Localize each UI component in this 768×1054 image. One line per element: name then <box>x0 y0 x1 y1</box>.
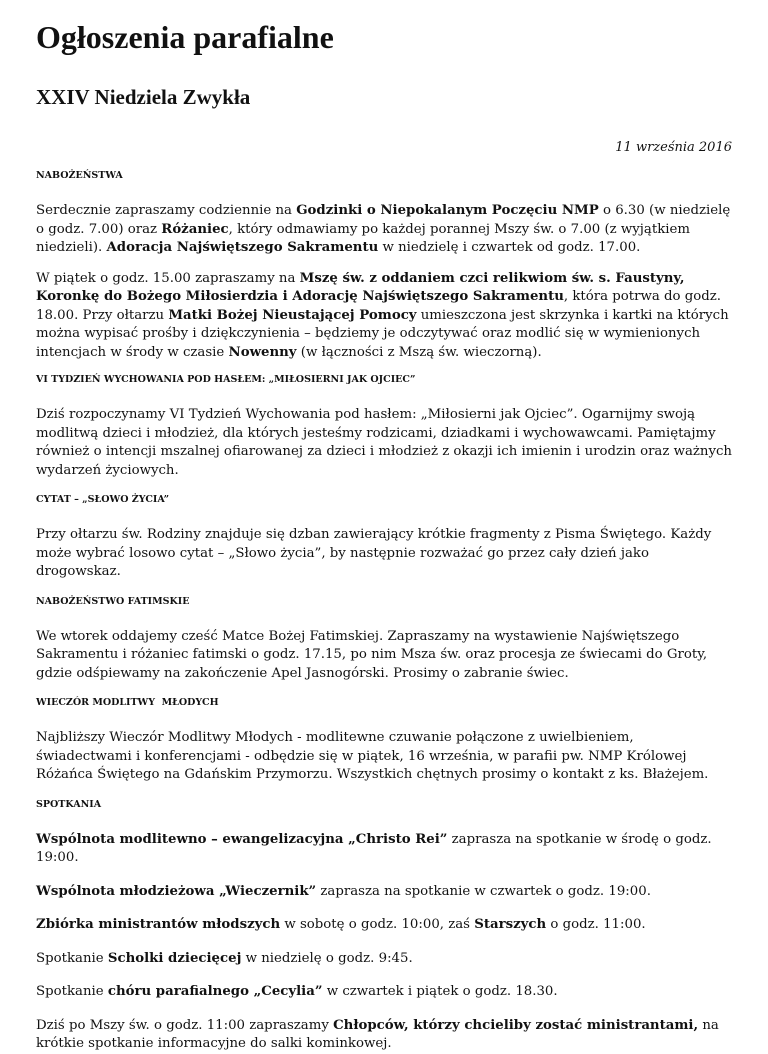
text-run: Serdecznie zapraszamy codziennie na <box>36 203 297 218</box>
paragraph-fatimskie: We wtorek oddajemy cześć Matce Bożej Fatimskiej. Zapraszamy na wystawienie Najświętszego Sakramentu i różaniec fatimski o godz. 17.15, po nim Msza św. oraz procesja ze świecami do Groty, gdzie odśpiewamy na zakończenie Apel Jasnogórski. Prosimy o zabranie świec. <box>36 628 708 681</box>
paragraph-wieczor: Najbliższy Wieczór Modlitwy Młodych - modlitewne czuwanie połączone z uwielbieniem, świadectwami i konferencjami - odbędzie się w piątek, 16 września, w parafii pw. NMP Królowej Różańca Świętego na Gdańskim Przymorzu. Wszystkich chętnych prosimy o kontakt z ks. Błażejem. <box>36 730 709 782</box>
text-run: o 6.30 (w niedzielę o godz. 7.00) oraz <box>36 203 731 237</box>
bold-run: Starszych <box>474 917 547 932</box>
text-run: Dziś po Mszy św. o godz. 11:00 zapraszamy <box>36 1017 334 1033</box>
section-heading-wieczor: WIECZÓR MODLITWY MŁODYCH <box>36 697 219 708</box>
meeting-item <box>36 950 732 969</box>
text-run: (w łączności z Mszą św. wieczorną). <box>296 344 542 360</box>
text-run: w niedzielę i czwartek od godz. 17.00. <box>378 240 641 255</box>
meeting-item <box>36 916 732 935</box>
paragraph-nabozenstwa-2 <box>36 270 732 363</box>
bold-run: Wspólnota młodzieżowa „Wieczernik” <box>36 883 317 899</box>
text-run: o godz. 11:00. <box>546 917 646 932</box>
paragraph-nabozenstwa-1 <box>36 202 732 258</box>
text-run: Spotkanie <box>36 984 108 999</box>
paragraph-cytat: Przy ołtarzu św. Rodziny znajduje się dzban zawierający krótkie fragmenty z Pisma Świętego. Każdy może wybrać losowo cytat – „Słowo życia”, by następnie rozważać go przez cały dzień jako drogowskaz. <box>36 527 712 579</box>
text-run: W piątek o godz. 15.00 zapraszamy na <box>36 270 300 286</box>
bold-run: Matki Bożej Nieustającej Pomocy <box>168 307 417 323</box>
text-run: Spotkanie <box>36 950 108 966</box>
meeting-item <box>36 831 732 868</box>
meeting-item <box>36 883 732 902</box>
text-run: na krótkie spotkanie informacyjne do salki kominkowej. <box>36 1017 719 1051</box>
text-run: , który odmawiamy po każdej porannej Mszy św. o 7.00 (z wyjątkiem niedzieli). <box>36 221 690 255</box>
section-heading-fatimskie: NABOŻEŃSTWO FATIMSKIE <box>36 595 190 607</box>
page-subtitle: XXIV Niedziela Zwykła <box>36 85 251 109</box>
bold-run: chóru parafialnego „Cecylia” <box>107 984 323 999</box>
section-heading-tydzien: VI TYDZIEŃ WYCHOWANIA POD HASŁEM: „MIŁOSIERNI JAK OJCIEC” <box>36 374 416 385</box>
meeting-item <box>36 1017 732 1054</box>
text-run: umieszczona jest skrzynka i kartki na których można wypisać prośby i dziękczynienia – będziemy je odczytywać oraz modlić się w wymienionych intencjach w środy w czasie <box>36 307 729 360</box>
bold-run: Różaniec <box>161 221 229 237</box>
text-run: w niedzielę o godz. 9:45. <box>241 950 413 966</box>
bold-run: Mszę św. z oddaniem czci relikwiom św. s. Faustyny, Koronkę do Bożego Miłosierdzia i Adorację Najświętszego Sakramentu <box>36 270 685 304</box>
section-heading-cytat: CYTAT – „SŁOWO ŻYCIA” <box>36 494 170 505</box>
meeting-item <box>36 983 732 1002</box>
section-heading-spotkania: SPOTKANIA <box>36 798 102 810</box>
bold-run: Zbiórka ministrantów młodszych <box>36 917 281 932</box>
text-run: w sobotę o godz. 10:00, zaś <box>280 917 475 932</box>
bold-run: Nowenny <box>228 344 297 360</box>
bold-run: Godzinki o Niepokalanym Poczęciu NMP <box>296 203 599 218</box>
text-run: zaprasza na spotkanie w czwartek o godz. 19:00. <box>316 883 651 899</box>
page-title: Ogłoszenia parafialne <box>36 19 334 55</box>
paragraph-tydzien: Dziś rozpoczynamy VI Tydzień Wychowania pod hasłem: „Miłosierni jak Ojciec”. Ogarnijmy swoją modlitwą dzieci i młodzież, dla których jesteśmy rodzicami, dziadkami i wychowawcami. Pamiętajmy również o intencji mszalnej ofiarowanej za dzieci i młodzież z okazji ich imienin i urodzin oraz ważnych wydarzeń życiowych. <box>36 407 732 478</box>
text-run: zaprasza na spotkanie w środę o godz. 19:00. <box>36 831 712 865</box>
text-run: , która potrwa do godz. 18.00. Przy ołtarzu <box>36 289 722 323</box>
section-heading-nabozenstwa: NABOŻEŃSTWA <box>36 170 123 181</box>
bold-run: Chłopców, którzy chcieliby zostać ministrantami, <box>333 1017 699 1033</box>
bold-run: Wspólnota modlitewno – ewangelizacyjna „Christo Rei” <box>36 831 448 847</box>
bold-run: Adoracja Najświętszego Sakramentu <box>106 240 379 255</box>
text-run: w czwartek i piątek o godz. 18.30. <box>322 984 558 999</box>
announcement-date: 11 września 2016 <box>615 140 732 155</box>
bold-run: Scholki dziecięcej <box>107 950 242 966</box>
